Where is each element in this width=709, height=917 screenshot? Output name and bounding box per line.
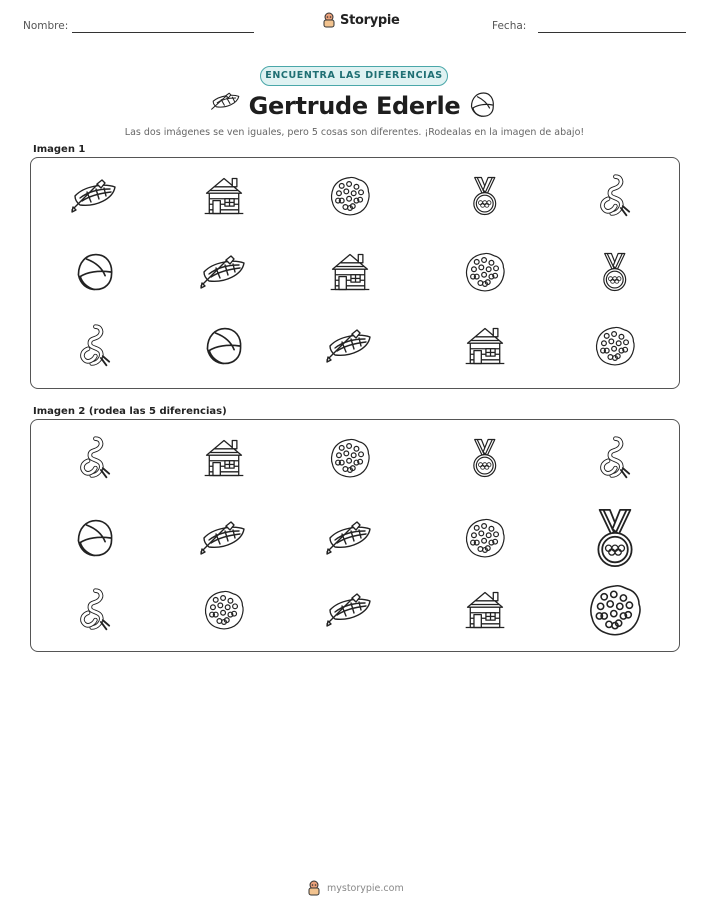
boat-icon [325, 326, 375, 366]
boat-icon[interactable] [325, 590, 375, 630]
cap-icon [72, 249, 118, 295]
brand-logo [322, 12, 400, 28]
medal-icon[interactable] [469, 437, 501, 479]
rope-icon [77, 323, 114, 369]
storypie-mascot-icon [307, 880, 321, 896]
sponge-icon [592, 323, 638, 369]
boat-icon[interactable] [199, 518, 249, 558]
page-title: Gertrude Ederle [248, 92, 461, 120]
boat-icon[interactable] [325, 518, 375, 558]
sponge-icon[interactable] [327, 435, 373, 481]
sponge-icon[interactable] [585, 580, 645, 640]
sponge-icon [327, 173, 373, 219]
rope-icon [597, 173, 634, 219]
activity-badge: ENCUENTRA LAS DIFERENCIAS [260, 66, 448, 86]
boat-icon [199, 252, 249, 292]
rope-icon[interactable] [77, 435, 114, 481]
cabin-icon [327, 249, 373, 295]
name-line[interactable] [72, 32, 254, 33]
brand-name: Storypie [340, 12, 400, 28]
instructions: Las dos imágenes se ven iguales, pero 5 cosas son diferentes. ¡Rodealas en la imagen de abajo! [124, 127, 585, 138]
cap-icon[interactable] [72, 515, 118, 561]
cabin-icon[interactable] [462, 587, 508, 633]
sponge-icon [462, 249, 508, 295]
date-label: Fecha: [492, 20, 527, 32]
medal-icon [469, 175, 501, 217]
footer [307, 880, 404, 896]
image1-label: Imagen 1 [33, 144, 86, 155]
footer-url[interactable]: mystorypie.com [327, 882, 404, 894]
sponge-icon[interactable] [462, 515, 508, 561]
medal-icon [599, 251, 631, 293]
swim-cap-icon [467, 90, 497, 120]
storypie-mascot-icon [322, 12, 336, 28]
rope-icon[interactable] [77, 587, 114, 633]
rope-icon[interactable] [597, 435, 634, 481]
medal-icon[interactable] [591, 506, 639, 570]
cap-icon [201, 323, 247, 369]
boat-icon [70, 176, 120, 216]
image2-label: Imagen 2 (rodea las 5 diferencias) [33, 406, 227, 417]
date-line[interactable] [538, 32, 686, 33]
cabin-icon [462, 323, 508, 369]
cabin-icon[interactable] [201, 435, 247, 481]
sponge-icon[interactable] [201, 587, 247, 633]
name-label: Nombre: [23, 20, 69, 32]
cabin-icon [201, 173, 247, 219]
